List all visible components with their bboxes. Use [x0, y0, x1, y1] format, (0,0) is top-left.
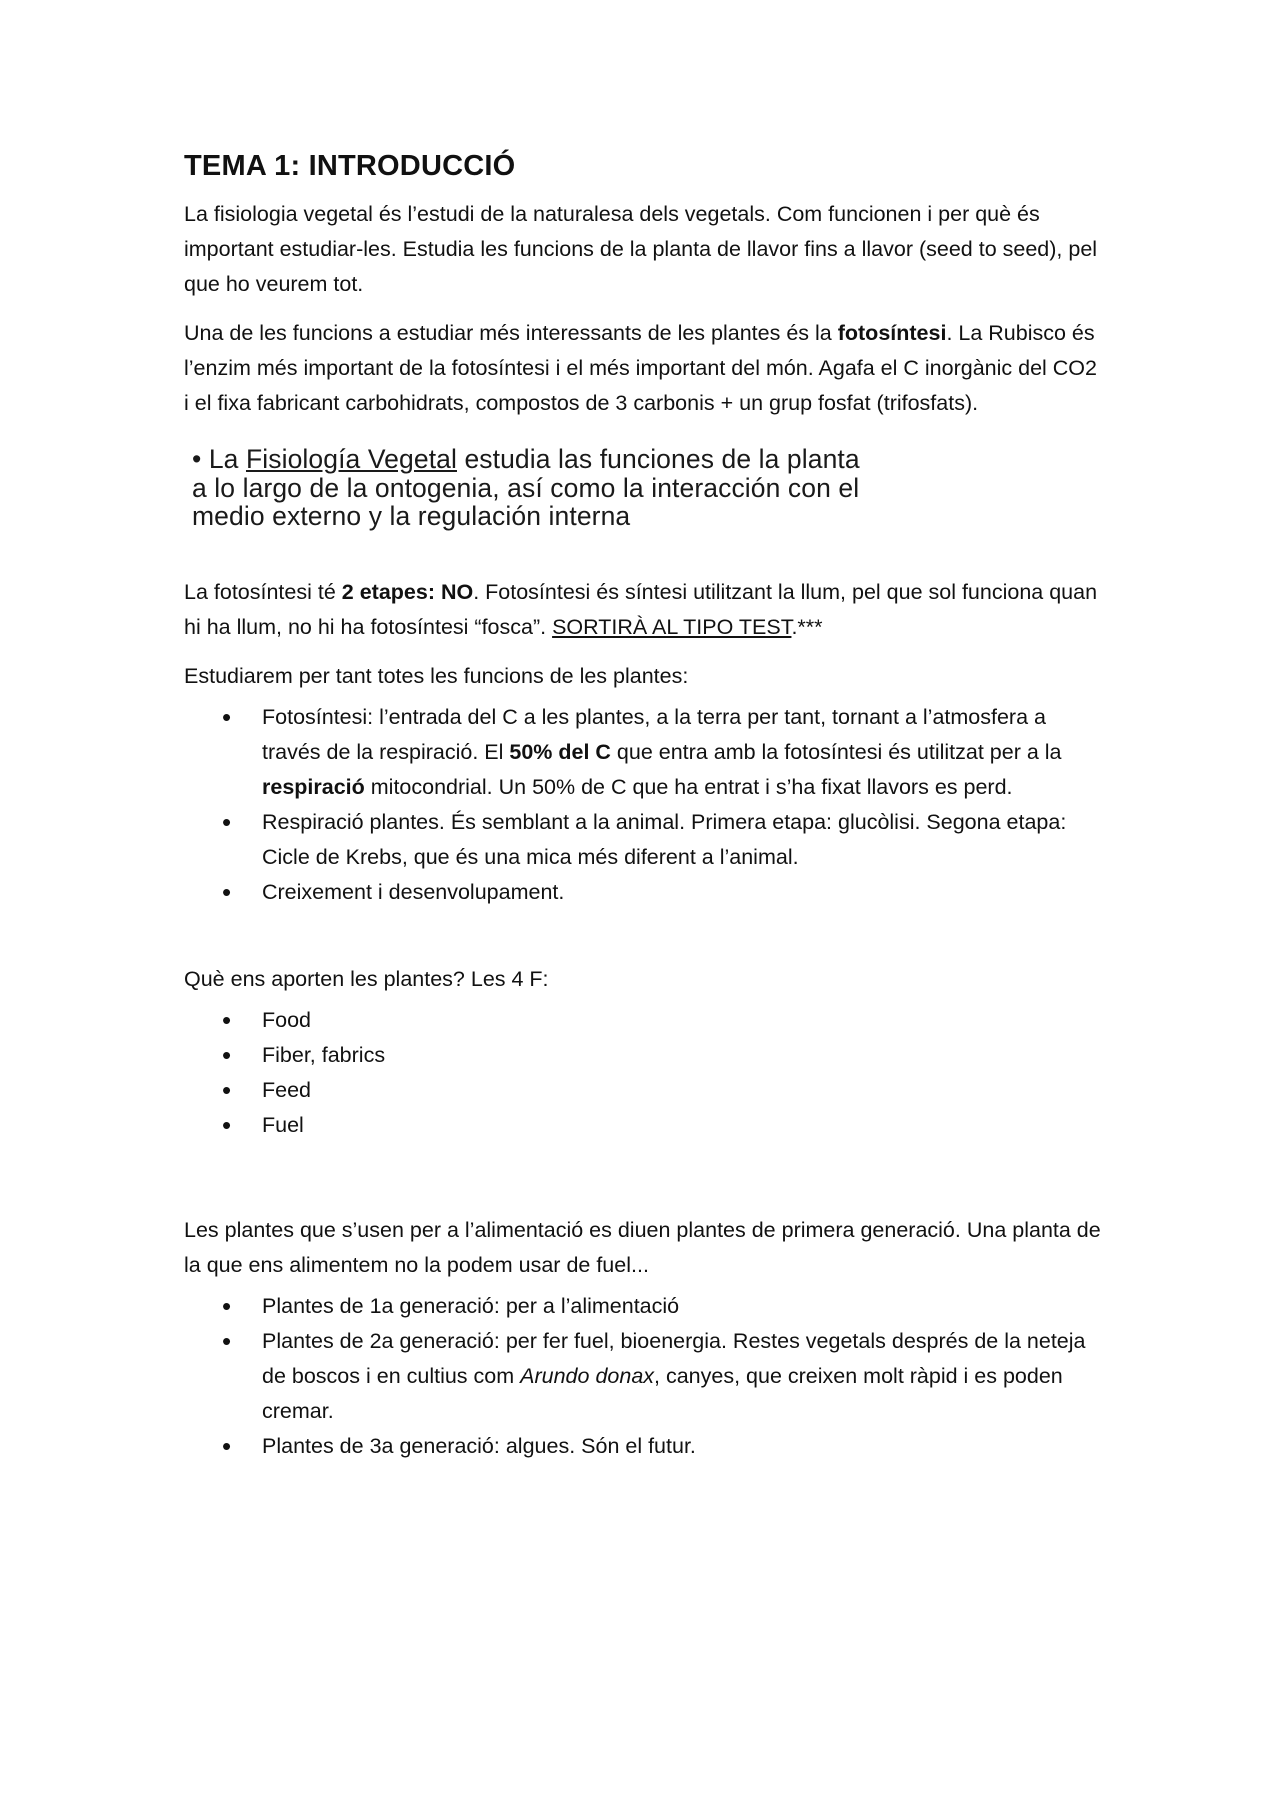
bold-term: respiració [262, 774, 365, 799]
list-item: • Fiber, fabrics [184, 1038, 1104, 1073]
bold-term: 2 etapes: NO [341, 579, 474, 604]
four-f-intro: Què ens aporten les plantes? Les 4 F: [184, 966, 549, 991]
quote-line-2: a lo largo de la ontogenia, así como la interacción con el [192, 472, 860, 503]
functions-list [184, 700, 1104, 910]
text-run: .*** [791, 614, 823, 639]
bold-term: 50% del C [509, 739, 611, 764]
quote-bullet: • La [192, 444, 246, 474]
photosynthesis-paragraph [184, 316, 1104, 421]
text-run: Plantes de 2a generació: per fer fuel, bioenergia. Restes vegetals després de la neteja de boscos i en cultius com [262, 1328, 1086, 1388]
list-item: • Plantes de 1a generació: per a l’alimentació [184, 1289, 1104, 1324]
text-run: . Fotosíntesi és síntesi utilitzant la llum, pel que sol funciona quan hi ha llum, no hi ha fotosíntesi “fosca”. [184, 579, 1098, 639]
list-item: • Creixement i desenvolupament. [184, 875, 1104, 910]
document-page [184, 150, 1104, 1464]
list-item: • Respiració plantes. És semblant a la animal. Primera etapa: glucòlisi. Segona etapa: Cicle de Krebs, que és una mica més diferent a l’animal. [184, 805, 1104, 875]
spacer [184, 1143, 1104, 1213]
list-item: • Feed [184, 1073, 1104, 1108]
bold-term: fotosíntesi [837, 321, 947, 345]
italic-species-name: Arundo donax [520, 1363, 655, 1388]
four-f-list [184, 1003, 1104, 1143]
text-run: mitocondrial. Un 50% de C que ha entrat i s’ha fixat llavors es perd. [364, 774, 1013, 799]
page-title: TEMA 1: INTRODUCCIÓ [184, 150, 516, 182]
list-item: • Fuel [184, 1108, 1104, 1143]
intro-paragraph: La fisiologia vegetal és l’estudi de la naturalesa dels vegetals. Com funcionen i per què és important estudiar-les. Estudia les funcions de la planta de llavor fins a llavor (seed to seed), pel que ho veurem tot. [184, 202, 1098, 296]
text-run: Una de les funcions a estudiar més interessants de les plantes és la [184, 321, 838, 345]
text-run: que entra amb la fotosíntesi és utilitzat per a la [610, 739, 1062, 764]
functions-intro: Estudiarem per tant totes les funcions de les plantes: [184, 663, 689, 688]
text-run: . La Rubisco és l’enzim més important de la fotosíntesi i el més important del món. Agafa el C inorgànic del CO2 i el fixa fabricant carbohidrats, compostos de 3 carbonis + un grup fosfat (trifosfats). [184, 321, 1097, 415]
underlined-note: SORTIRÀ AL TIPO TEST [552, 614, 792, 639]
stages-paragraph [184, 575, 1104, 645]
spacer [184, 910, 1104, 962]
list-item: • Plantes de 3a generació: algues. Són el futur. [184, 1429, 1104, 1464]
quoted-slide-excerpt [192, 445, 1104, 531]
generations-list [184, 1289, 1104, 1464]
list-item: • Food [184, 1003, 1104, 1038]
quote-underlined-term: Fisiología Vegetal [245, 444, 457, 474]
text-run: Fotosíntesi: l’entrada del C a les plantes, a la terra per tant, tornant a l’atmosfera a través de la respiració. El [262, 704, 1046, 764]
quote-line-3: medio externo y la regulación interna [192, 501, 631, 531]
quote-line-1 [192, 445, 1104, 474]
text-run: , canyes, que creixen molt ràpid i es poden cremar. [262, 1363, 1063, 1423]
list-item [184, 700, 1104, 805]
generations-paragraph: Les plantes que s’usen per a l’alimentació es diuen plantes de primera generació. Una planta de la que ens alimentem no la podem usar de fuel... [184, 1217, 1101, 1277]
text-run: La fotosíntesi té [184, 579, 342, 604]
list-item [184, 1324, 1104, 1429]
quote-text: estudia las funciones de la planta [456, 444, 860, 474]
